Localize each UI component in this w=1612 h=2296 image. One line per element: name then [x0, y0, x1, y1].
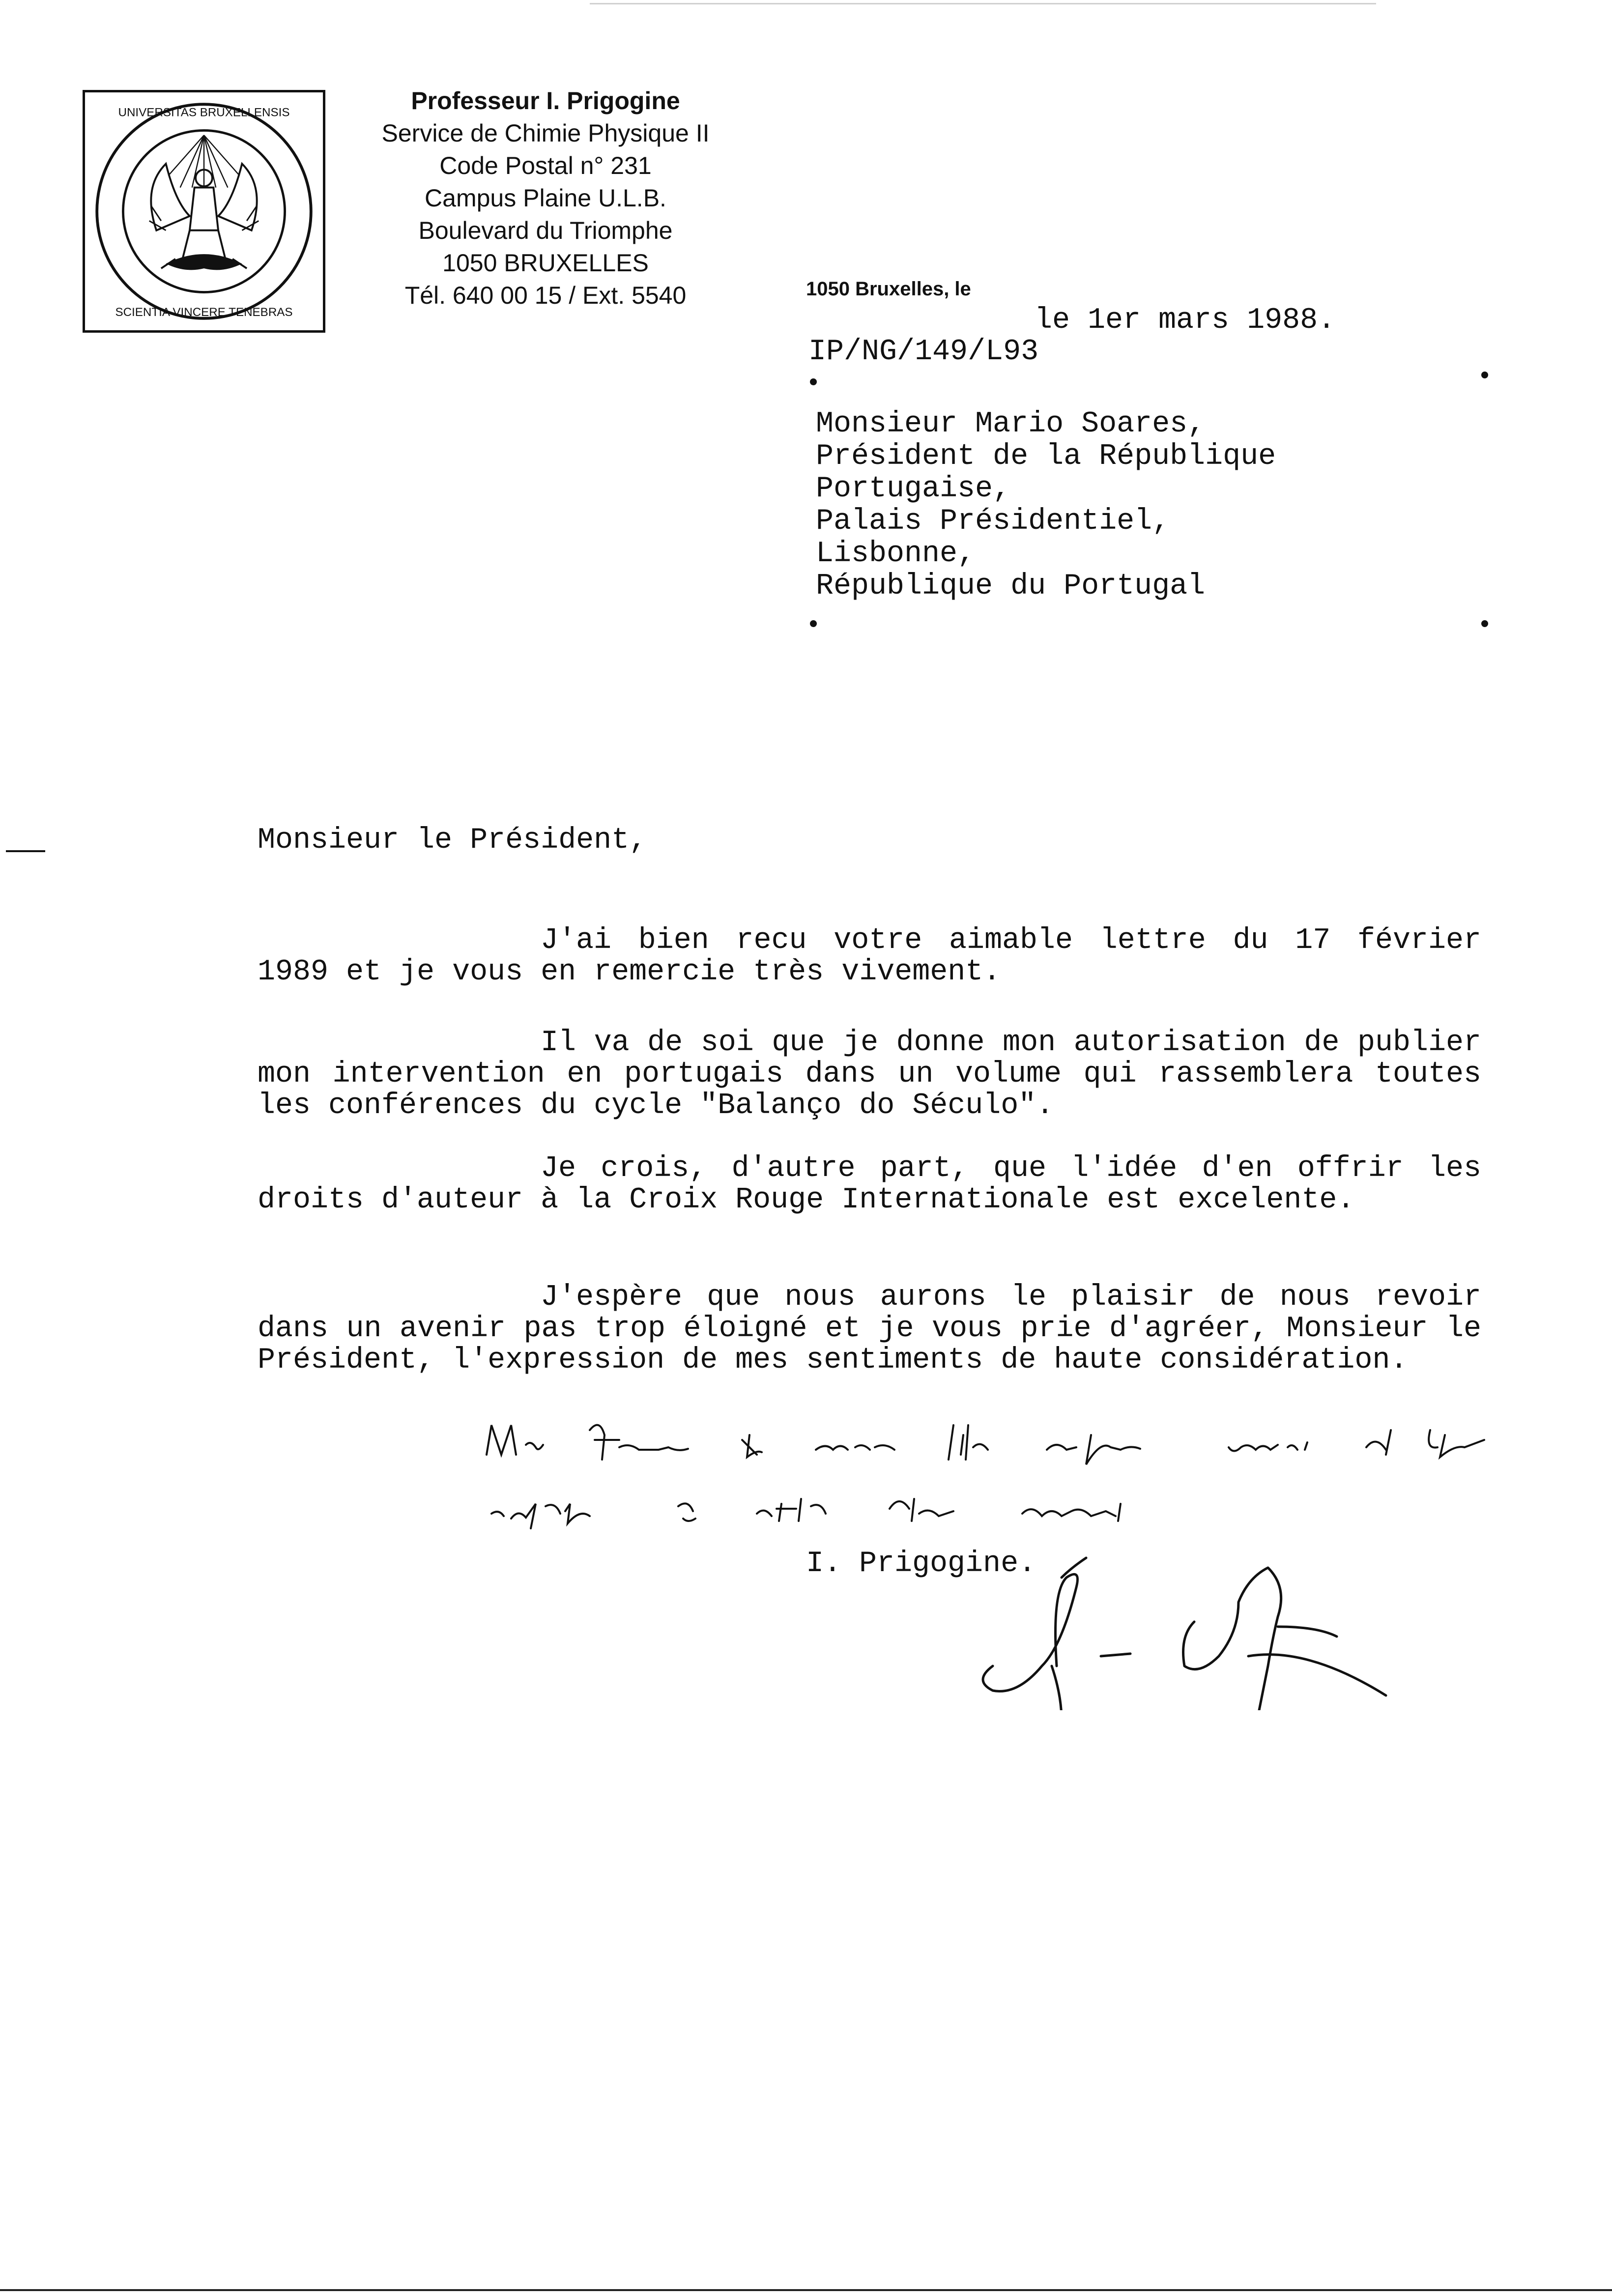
- page-edge-mark: [590, 3, 1376, 4]
- paragraph-text: J'ai bien recu votre aimable lettre du 17 février 1989 et je vous en remercie très vivement.: [258, 924, 1481, 989]
- window-mark-bottom-right: [1481, 620, 1488, 627]
- letterhead-phone: Tél. 640 00 15 / Ext. 5540: [404, 282, 687, 309]
- window-mark-top-left: [810, 378, 817, 385]
- letterhead-department: Service de Chimie Physique II: [381, 119, 710, 147]
- salutation: Monsieur le Président,: [258, 824, 647, 857]
- paragraph-text: J'espère que nous aurons le plaisir de nous revoir dans un avenir pas trop éloigné et je vous prie d'agréer, Monsieur le Président, l'expression de mes sentiments de haute considération.: [258, 1281, 1481, 1377]
- fold-mark: [6, 850, 45, 852]
- handwritten-note: [482, 1420, 1494, 1538]
- svg-text:SCIENTIA VINCERE TENEBRAS: SCIENTIA VINCERE TENEBRAS: [115, 305, 293, 319]
- letterhead-campus: Campus Plaine U.L.B.: [425, 184, 666, 212]
- handwritten-signature: [963, 1548, 1406, 1710]
- letterhead-block: [334, 85, 757, 312]
- place-label: 1050 Bruxelles, le: [806, 278, 971, 300]
- letterhead-street: Boulevard du Triomphe: [418, 217, 673, 244]
- window-mark-top-right: [1481, 372, 1488, 378]
- letterhead-postal-code: Code Postal n° 231: [439, 152, 652, 179]
- typed-signature: I. Prigogine.: [806, 1547, 1036, 1580]
- recipient-address: [816, 408, 1276, 603]
- university-seal-logo: [83, 90, 325, 333]
- letterhead-name: Professeur I. Prigogine: [411, 87, 680, 115]
- recipient-line: Portugaise,: [816, 472, 1011, 506]
- recipient-line: République du Portugal: [816, 570, 1206, 603]
- body-paragraph: [258, 925, 1481, 988]
- recipient-line: Président de la République: [816, 440, 1276, 473]
- body-paragraph: [258, 1282, 1481, 1376]
- body-paragraph: [258, 1027, 1481, 1121]
- paragraph-text: Je crois, d'autre part, que l'idée d'en offrir les droits d'auteur à la Croix Rouge Internationale est excelente.: [258, 1152, 1481, 1217]
- letterhead-city: 1050 BRUXELLES: [442, 249, 649, 277]
- recipient-line: Monsieur Mario Soares,: [816, 407, 1206, 441]
- window-mark-bottom-left: [810, 620, 817, 627]
- bottom-edge-rule: [0, 2289, 1612, 2291]
- letter-date: le 1er mars 1988.: [1035, 304, 1336, 337]
- reference-number: IP/NG/149/L93: [808, 335, 1039, 369]
- body-paragraph: [258, 1153, 1481, 1216]
- recipient-line: Palais Présidentiel,: [816, 505, 1170, 538]
- svg-text:UNIVERSITAS BRUXELLENSIS: UNIVERSITAS BRUXELLENSIS: [118, 106, 290, 119]
- recipient-line: Lisbonne,: [816, 537, 976, 571]
- paragraph-text: Il va de soi que je donne mon autorisation de publier mon intervention en portugais dans un volume qui rassemblera toutes les conférences du cycle "Balanço do Século".: [258, 1026, 1481, 1122]
